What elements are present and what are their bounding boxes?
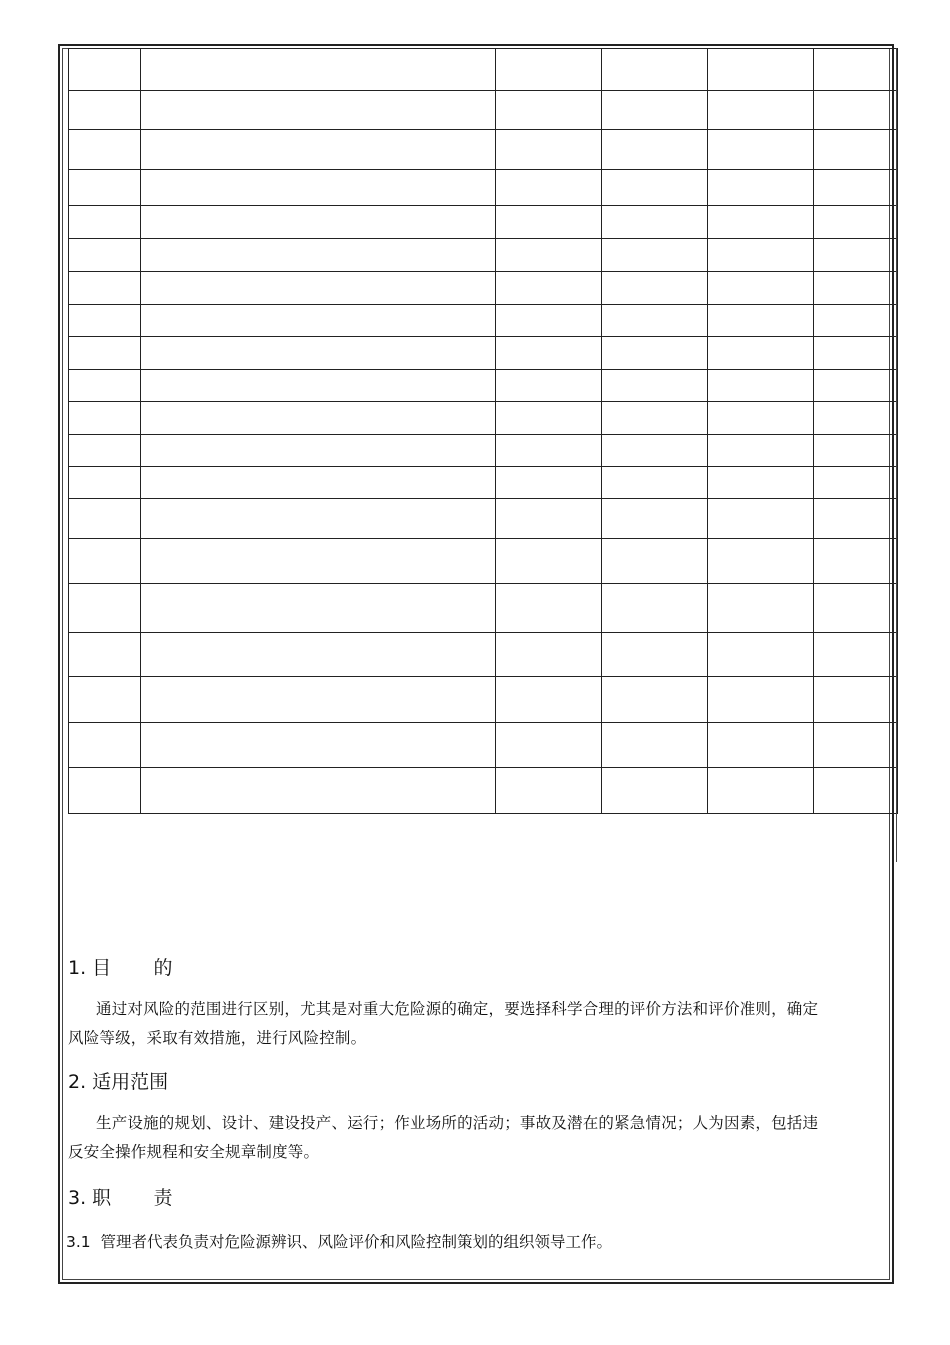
table-cell xyxy=(496,370,602,402)
section-body-scope: 生产设施的规划、设计、建设投产、运行；作业场所的活动；事故及潜在的紧急情况；人为因素，包括违反安全操作规程和安全规章制度等。 xyxy=(68,1114,819,1161)
table-cell xyxy=(496,584,602,633)
table-cell xyxy=(496,499,602,539)
table-cell xyxy=(602,206,708,239)
table-cell xyxy=(602,584,708,633)
table-cell xyxy=(708,402,814,435)
table-cell xyxy=(814,768,898,814)
table-cell xyxy=(814,206,898,239)
table-row xyxy=(69,768,898,814)
table-row xyxy=(69,272,898,305)
table-cell xyxy=(814,170,898,206)
table-cell xyxy=(69,435,141,467)
table-cell xyxy=(69,130,141,170)
table-row xyxy=(69,239,898,272)
table-cell xyxy=(69,170,141,206)
table-cell xyxy=(496,723,602,768)
table-cell xyxy=(69,723,141,768)
table-cell xyxy=(496,402,602,435)
table-cell xyxy=(708,584,814,633)
table-cell xyxy=(141,170,496,206)
table-cell xyxy=(141,677,496,723)
table-row xyxy=(69,402,898,435)
table-cell xyxy=(708,370,814,402)
table-cell xyxy=(708,467,814,499)
table-cell xyxy=(141,130,496,170)
table-row xyxy=(69,539,898,584)
table-cell xyxy=(602,239,708,272)
table-row xyxy=(69,130,898,170)
table-row xyxy=(69,170,898,206)
table-cell xyxy=(141,467,496,499)
table-row xyxy=(69,467,898,499)
table-cell xyxy=(141,584,496,633)
table-cell xyxy=(496,768,602,814)
table-cell xyxy=(602,499,708,539)
table-cell xyxy=(602,402,708,435)
table-cell xyxy=(69,539,141,584)
table-cell xyxy=(496,467,602,499)
table-cell xyxy=(496,170,602,206)
table-cell xyxy=(814,272,898,305)
table-cell xyxy=(69,337,141,370)
table-cell xyxy=(814,305,898,337)
table-cell xyxy=(496,130,602,170)
table-cell xyxy=(814,435,898,467)
table-cell xyxy=(708,539,814,584)
section-subitem-3-1: 3.1 管理者代表负责对危险源辨识、风险评价和风险控制策划的组织领导工作。 xyxy=(66,1233,613,1251)
table-cell xyxy=(602,170,708,206)
table-right-edge-line xyxy=(896,48,897,862)
table-cell xyxy=(602,130,708,170)
table-cell xyxy=(69,370,141,402)
table-cell xyxy=(602,467,708,499)
table-cell xyxy=(69,402,141,435)
table-cell xyxy=(814,677,898,723)
table-cell xyxy=(141,91,496,130)
table-row xyxy=(69,584,898,633)
table-cell xyxy=(708,49,814,91)
table-cell xyxy=(602,337,708,370)
table-cell xyxy=(814,467,898,499)
table-cell xyxy=(708,130,814,170)
table-row xyxy=(69,633,898,677)
table-row xyxy=(69,91,898,130)
table-cell xyxy=(814,584,898,633)
table-cell xyxy=(814,370,898,402)
table-cell xyxy=(708,91,814,130)
table-cell xyxy=(602,49,708,91)
table-cell xyxy=(708,677,814,723)
table-cell xyxy=(496,539,602,584)
table-cell xyxy=(814,633,898,677)
table-cell xyxy=(708,305,814,337)
table-cell xyxy=(708,206,814,239)
table-cell xyxy=(814,49,898,91)
table-cell xyxy=(602,539,708,584)
table-cell xyxy=(708,633,814,677)
table-cell xyxy=(814,130,898,170)
table-cell xyxy=(69,206,141,239)
table-cell xyxy=(141,49,496,91)
table-cell xyxy=(814,499,898,539)
table-cell xyxy=(814,337,898,370)
table-cell xyxy=(814,539,898,584)
table-row xyxy=(69,677,898,723)
table-cell xyxy=(69,239,141,272)
table-row xyxy=(69,723,898,768)
table-cell xyxy=(69,499,141,539)
table-cell xyxy=(708,435,814,467)
table-cell xyxy=(602,91,708,130)
table-cell xyxy=(602,677,708,723)
table-cell xyxy=(69,677,141,723)
table-cell xyxy=(814,402,898,435)
table-row xyxy=(69,305,898,337)
table-cell xyxy=(141,370,496,402)
table-row xyxy=(69,435,898,467)
table-cell xyxy=(141,539,496,584)
table-cell xyxy=(496,435,602,467)
table-cell xyxy=(708,272,814,305)
table-cell xyxy=(814,723,898,768)
table-row xyxy=(69,370,898,402)
table-cell xyxy=(69,467,141,499)
table-cell xyxy=(69,768,141,814)
section-heading-purpose: 1. 目 的 xyxy=(68,957,173,979)
section-body-purpose: 通过对风险的范围进行区别，尤其是对重大危险源的确定，要选择科学合理的评价方法和评价准则，确定风险等级，采取有效措施，进行风险控制。 xyxy=(68,1000,819,1047)
table-cell xyxy=(69,91,141,130)
table-cell xyxy=(141,272,496,305)
table-cell xyxy=(814,91,898,130)
table-cell xyxy=(708,239,814,272)
table-cell xyxy=(708,337,814,370)
table-cell xyxy=(602,435,708,467)
table-cell xyxy=(141,633,496,677)
section-heading-scope: 2. 适用范围 xyxy=(68,1071,169,1093)
table-row xyxy=(69,206,898,239)
table-cell xyxy=(496,633,602,677)
table-cell xyxy=(141,239,496,272)
table-cell xyxy=(69,272,141,305)
table-cell xyxy=(141,402,496,435)
table-cell xyxy=(496,677,602,723)
table-row xyxy=(69,337,898,370)
table-cell xyxy=(69,49,141,91)
table-cell xyxy=(602,370,708,402)
table-cell xyxy=(602,633,708,677)
table-cell xyxy=(69,305,141,337)
section-heading-responsibility: 3. 职 责 xyxy=(68,1187,173,1209)
table-cell xyxy=(708,499,814,539)
table-cell xyxy=(602,272,708,305)
table-cell xyxy=(708,723,814,768)
table-row xyxy=(69,499,898,539)
table-cell xyxy=(496,49,602,91)
table-cell xyxy=(141,499,496,539)
table-cell xyxy=(141,723,496,768)
table-cell xyxy=(496,239,602,272)
table-cell xyxy=(141,337,496,370)
table-cell xyxy=(69,584,141,633)
table-cell xyxy=(141,435,496,467)
table-row xyxy=(69,49,898,91)
table-cell xyxy=(602,768,708,814)
table-cell xyxy=(602,305,708,337)
table-cell xyxy=(708,170,814,206)
table-cell xyxy=(496,272,602,305)
table-cell xyxy=(69,633,141,677)
table-cell xyxy=(602,723,708,768)
table-cell xyxy=(141,305,496,337)
blank-form-table xyxy=(68,48,898,814)
table-cell xyxy=(496,305,602,337)
table-cell xyxy=(496,91,602,130)
table-cell xyxy=(708,768,814,814)
table-cell xyxy=(141,206,496,239)
table-cell xyxy=(141,768,496,814)
table-cell xyxy=(814,239,898,272)
table-cell xyxy=(496,337,602,370)
table-cell xyxy=(496,206,602,239)
